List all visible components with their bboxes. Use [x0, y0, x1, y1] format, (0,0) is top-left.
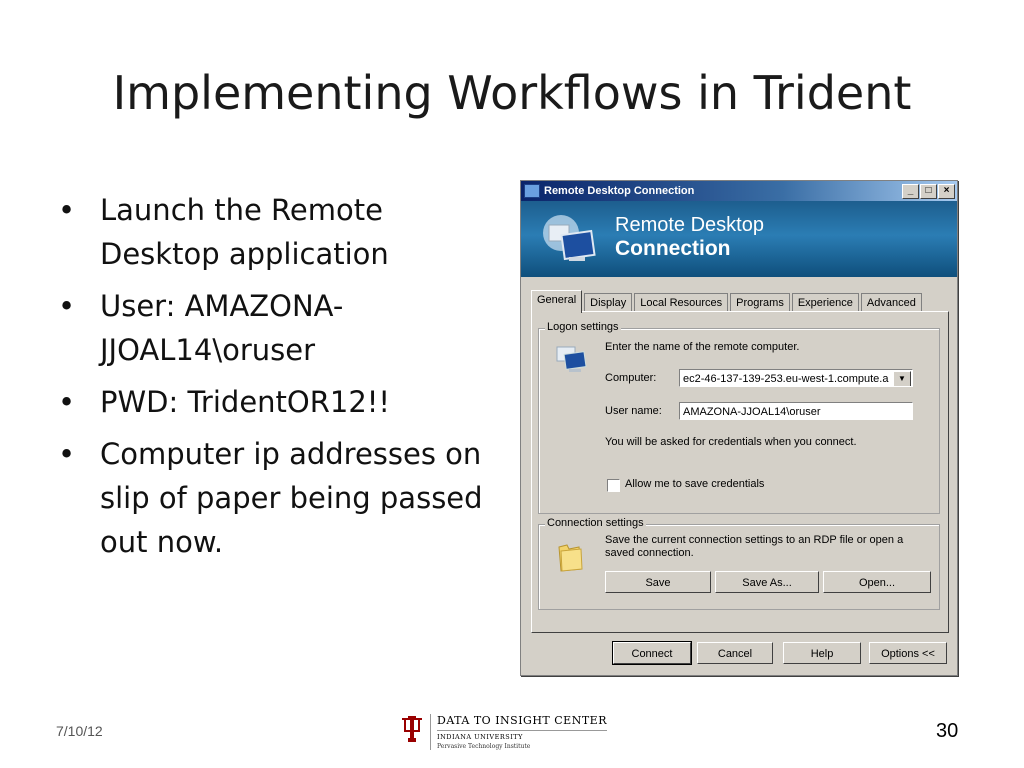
close-button[interactable]: ×: [938, 184, 955, 199]
remote-desktop-dialog: [520, 180, 958, 676]
banner-title-line2: Connection: [615, 237, 731, 260]
bullet-item: • Launch the Remote Desktop application: [58, 193, 389, 271]
connect-button[interactable]: Connect: [613, 642, 691, 664]
page-number: 30: [936, 720, 959, 742]
bullet-item: • User: AMAZONA-JJOAL14\oruser: [58, 289, 344, 367]
bullet-list: [56, 188, 486, 572]
tab-local-resources[interactable]: Local Resources: [634, 293, 728, 312]
chevron-down-icon[interactable]: ▼: [893, 371, 911, 387]
credentials-note: You will be asked for credentials when you connect.: [605, 436, 857, 448]
tab-advanced[interactable]: Advanced: [861, 293, 922, 312]
allow-save-label[interactable]: Allow me to save credentials: [625, 478, 765, 490]
logon-instruction: Enter the name of the remote computer.: [605, 341, 800, 353]
minimize-button[interactable]: _: [902, 184, 919, 199]
footer-logo-line2: INDIANA UNIVERSITY: [437, 730, 607, 741]
remote-desktop-icon: [524, 184, 540, 198]
general-tab-panel: [531, 311, 949, 633]
connection-description-line2: saved connection.: [605, 547, 694, 559]
options-button[interactable]: Options <<: [869, 642, 947, 664]
logon-settings-group: [538, 321, 940, 514]
connection-description-line1: Save the current connection settings to an RDP file or open a: [605, 534, 904, 546]
connection-settings-legend: Connection settings: [547, 517, 644, 529]
footer-logo: [400, 714, 607, 750]
username-field[interactable]: AMAZONA-JJOAL14\oruser: [679, 402, 913, 420]
footer-logo-line3: Pervasive Technology Institute: [437, 743, 531, 750]
monitor-icon: [539, 211, 599, 269]
cancel-button[interactable]: Cancel: [697, 642, 773, 664]
tab-display[interactable]: Display: [584, 293, 632, 312]
banner-title-line1: Remote Desktop: [615, 214, 764, 236]
logon-settings-legend: Logon settings: [547, 321, 619, 333]
computer-value: ec2-46-137-139-253.eu-west-1.compute.a: [683, 373, 889, 385]
banner: [521, 201, 957, 277]
tab-programs[interactable]: Programs: [730, 293, 790, 312]
tab-experience[interactable]: Experience: [792, 293, 859, 312]
open-button[interactable]: Open...: [823, 571, 931, 593]
tab-strip: [531, 293, 924, 313]
slide-date: 7/10/12: [56, 723, 103, 739]
save-button[interactable]: Save: [605, 571, 711, 593]
computer-label: Computer:: [605, 372, 657, 384]
computer-icon: [553, 343, 589, 375]
window-title: Remote Desktop Connection: [544, 185, 695, 197]
tab-general[interactable]: General: [531, 290, 582, 313]
computer-combobox[interactable]: [679, 369, 913, 387]
footer-logo-line1: DATA TO INSIGHT CENTER: [437, 714, 607, 727]
maximize-button[interactable]: □: [920, 184, 937, 199]
username-label: User name:: [605, 405, 662, 417]
save-as-button[interactable]: Save As...: [715, 571, 819, 593]
trident-logo-icon: [400, 714, 424, 744]
bullet-item: • Computer ip addresses on slip of paper being passed out now.: [58, 437, 483, 559]
folder-icon: [555, 541, 585, 573]
connection-settings-group: [538, 517, 940, 610]
help-button[interactable]: Help: [783, 642, 861, 664]
title-bar[interactable]: [521, 181, 957, 201]
slide-title: Implementing Workflows in Trident: [112, 66, 912, 120]
bullet-item: • PWD: TridentOR12!!: [58, 385, 391, 419]
allow-save-checkbox[interactable]: [607, 479, 620, 492]
